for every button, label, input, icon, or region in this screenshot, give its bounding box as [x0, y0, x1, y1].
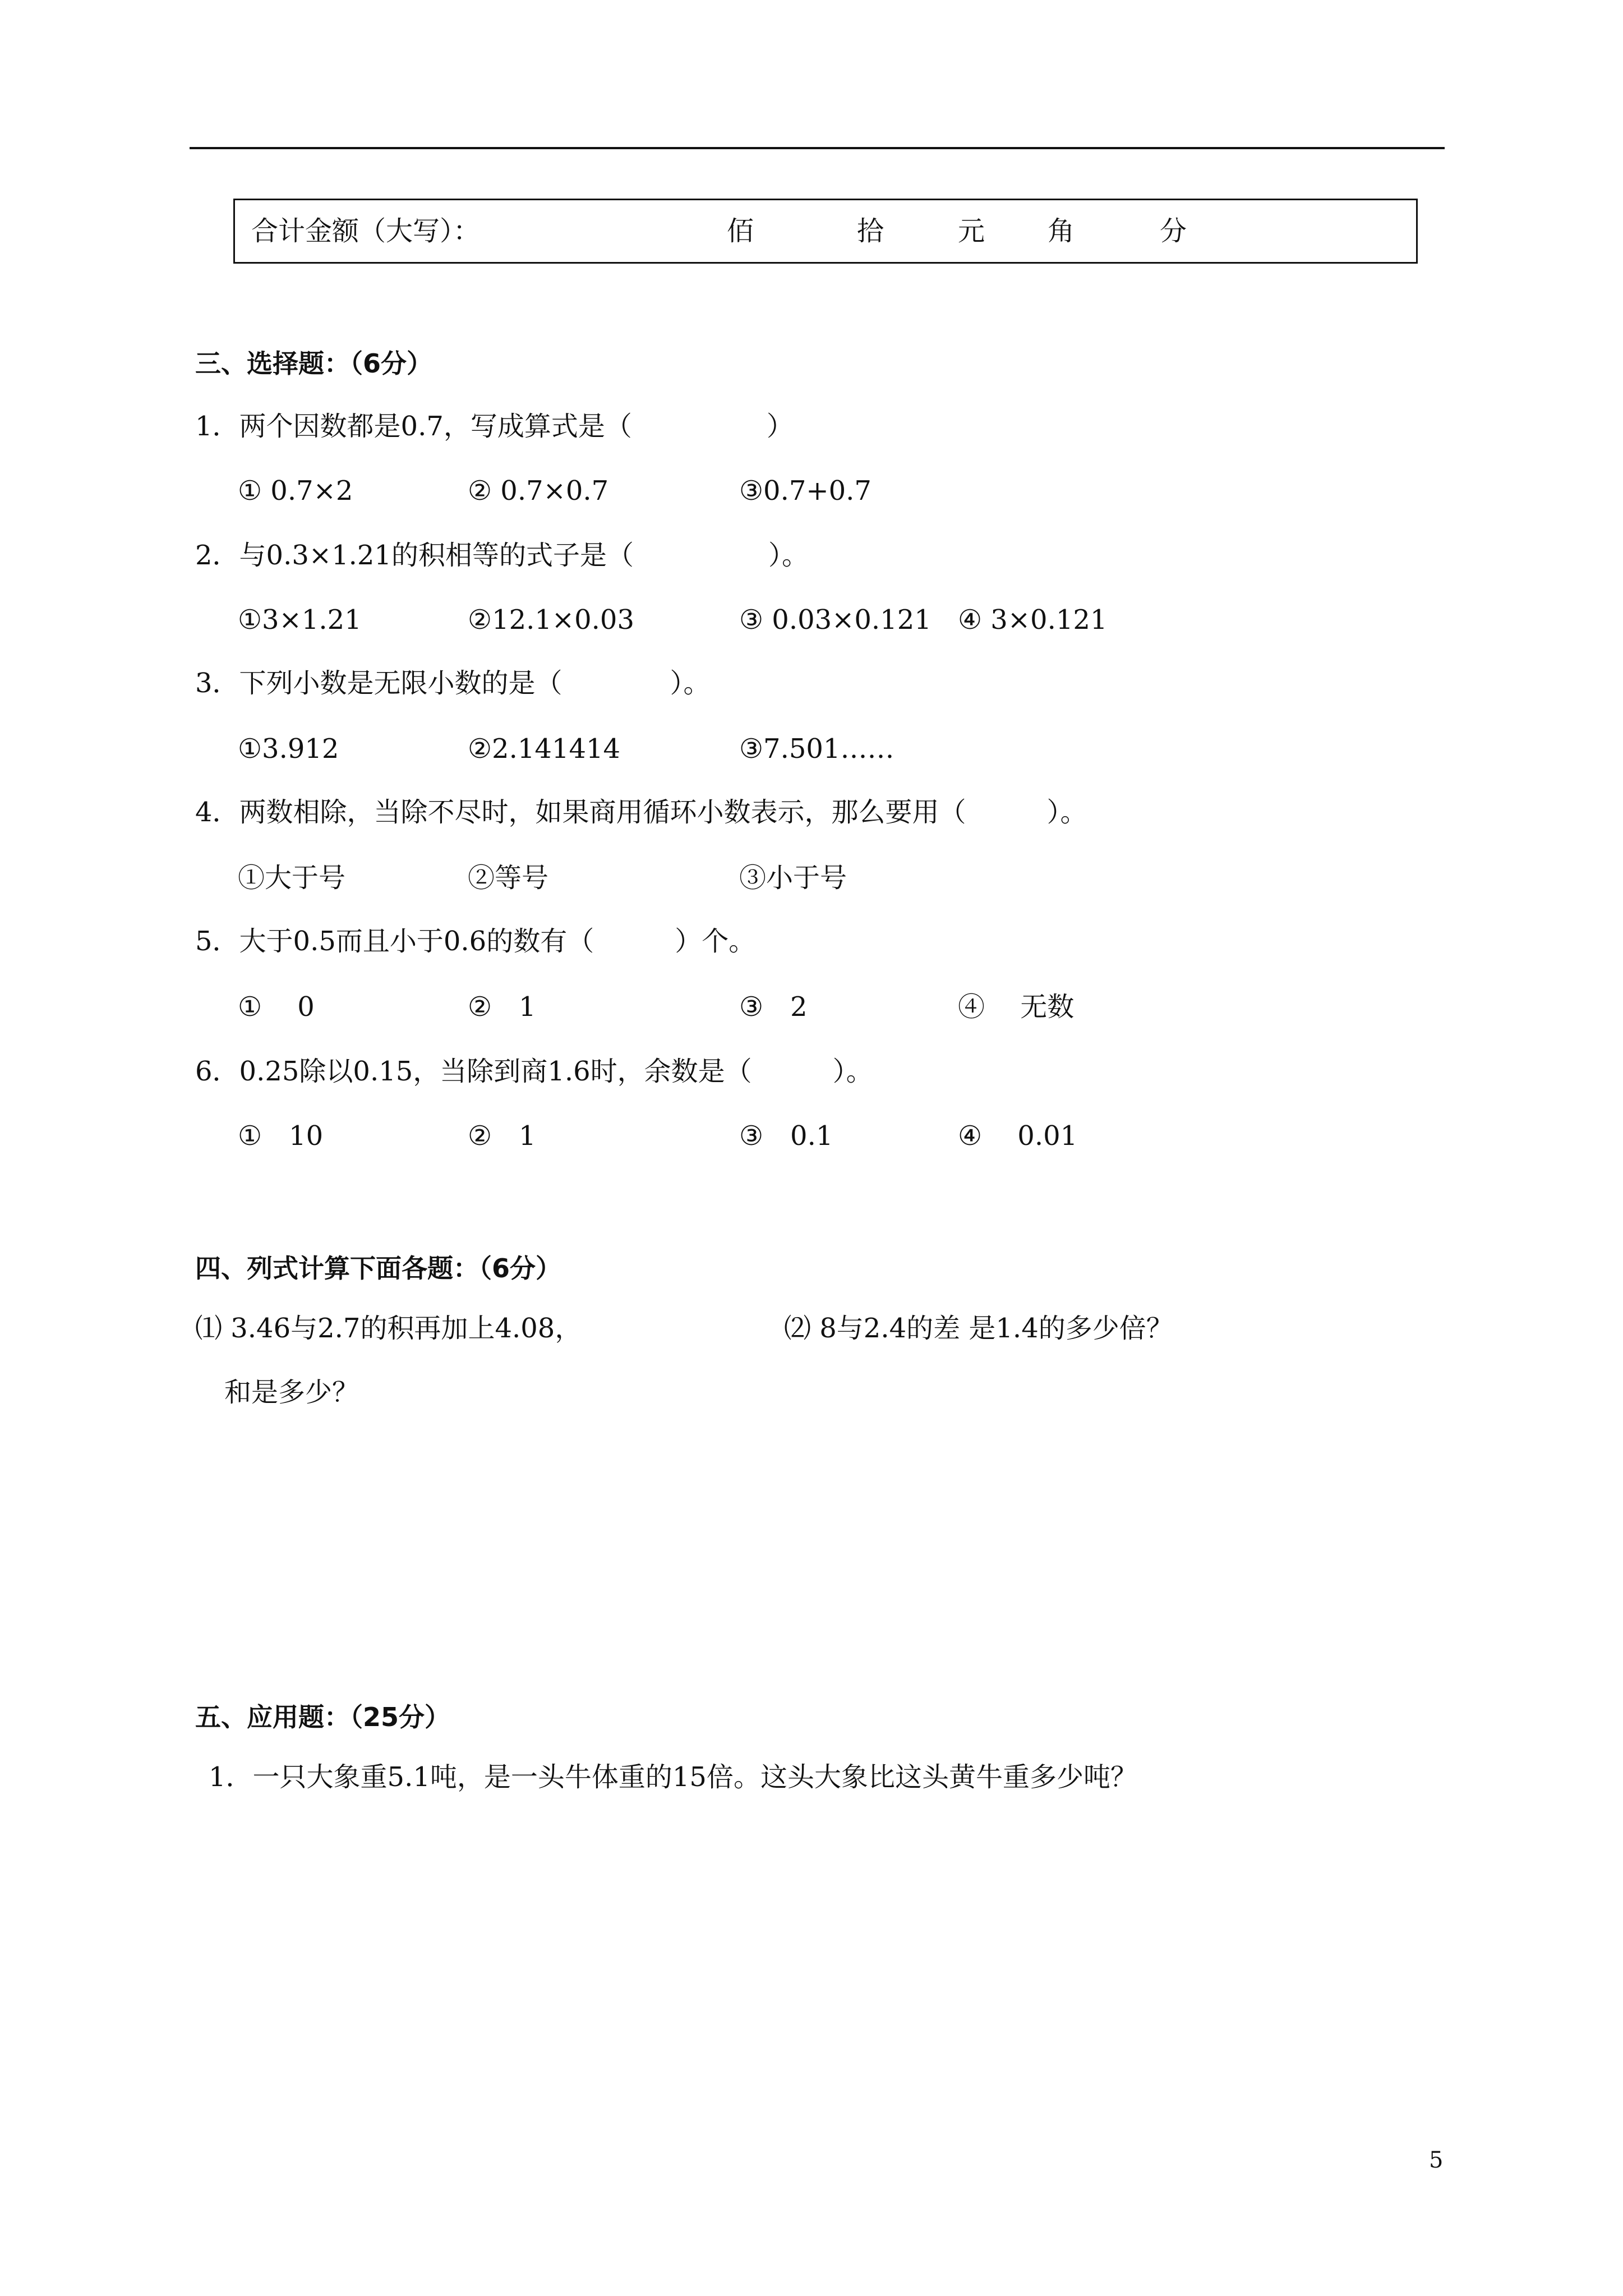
- q3-stem: 3．下列小数是无限小数的是（ ）。: [195, 668, 711, 699]
- q1-option-3: ③0.7+0.7: [739, 475, 872, 507]
- q1-option-2: ② 0.7×0.7: [468, 475, 609, 507]
- q3-option-3: ③7.501……: [739, 733, 895, 765]
- q6-option-1: ① 10: [238, 1120, 324, 1152]
- q2-option-1: ①3×1.21: [238, 604, 362, 636]
- q4-option-1: ①大于号: [238, 862, 346, 894]
- unit-shi: 拾: [857, 215, 884, 247]
- s5-q1: 1．一只大象重5.1吨，是一头牛体重的15倍。这头大象比这头黄牛重多少吨？: [209, 1761, 1137, 1793]
- q4-option-2: ②等号: [468, 862, 549, 894]
- q5-option-4: ④ 无数: [958, 991, 1075, 1023]
- q2-option-2: ②12.1×0.03: [468, 604, 634, 636]
- q4-stem: 4．两数相除，当除不尽时，如果商用循环小数表示，那么要用（ ）。: [195, 797, 1087, 828]
- q6-option-2: ② 1: [468, 1120, 536, 1152]
- unit-jiao: 角: [1048, 215, 1075, 247]
- unit-fen: 分: [1160, 215, 1187, 247]
- section3-title: 三、选择题：（6分）: [195, 348, 433, 379]
- section5-title: 五、应用题：（25分）: [195, 1702, 451, 1732]
- header-rule: [190, 147, 1445, 149]
- s4-q1-line1: ⑴ 3.46与2.7的积再加上4.08，: [195, 1313, 582, 1344]
- amount-label: 合计金额（大写）：: [251, 215, 481, 247]
- unit-yuan: 元: [958, 215, 985, 247]
- q5-option-1: ① 0: [238, 991, 315, 1023]
- q6-option-4: ④ 0.01: [958, 1120, 1078, 1152]
- q2-option-4: ④ 3×0.121: [958, 604, 1108, 636]
- q5-option-3: ③ 2: [739, 991, 808, 1023]
- unit-bai: 佰: [727, 215, 754, 247]
- q3-option-2: ②2.141414: [468, 733, 621, 765]
- q4-option-3: ③小于号: [739, 862, 847, 894]
- q1-option-1: ① 0.7×2: [238, 475, 353, 507]
- q5-stem: 5．大于0.5而且小于0.6的数有（ ）个。: [195, 926, 756, 957]
- page-number: 5: [1429, 2147, 1444, 2173]
- q5-option-2: ② 1: [468, 991, 536, 1023]
- q6-option-3: ③ 0.1: [739, 1120, 833, 1152]
- q2-stem: 2．与0.3×1.21的积相等的式子是（ ）。: [195, 540, 809, 571]
- s4-q2: ⑵ 8与2.4的差 是1.4的多少倍？: [784, 1313, 1173, 1344]
- q1-stem: 1．两个因数都是0.7，写成算式是（ ）: [195, 411, 794, 442]
- q2-option-3: ③ 0.03×0.121: [739, 604, 932, 636]
- s4-q1-line2: 和是多少？: [224, 1377, 359, 1408]
- q3-option-1: ①3.912: [238, 733, 339, 765]
- section4-title: 四、列式计算下面各题：（6分）: [195, 1253, 562, 1283]
- q6-stem: 6．0.25除以0.15，当除到商1.6时，余数是（ ）。: [195, 1056, 873, 1087]
